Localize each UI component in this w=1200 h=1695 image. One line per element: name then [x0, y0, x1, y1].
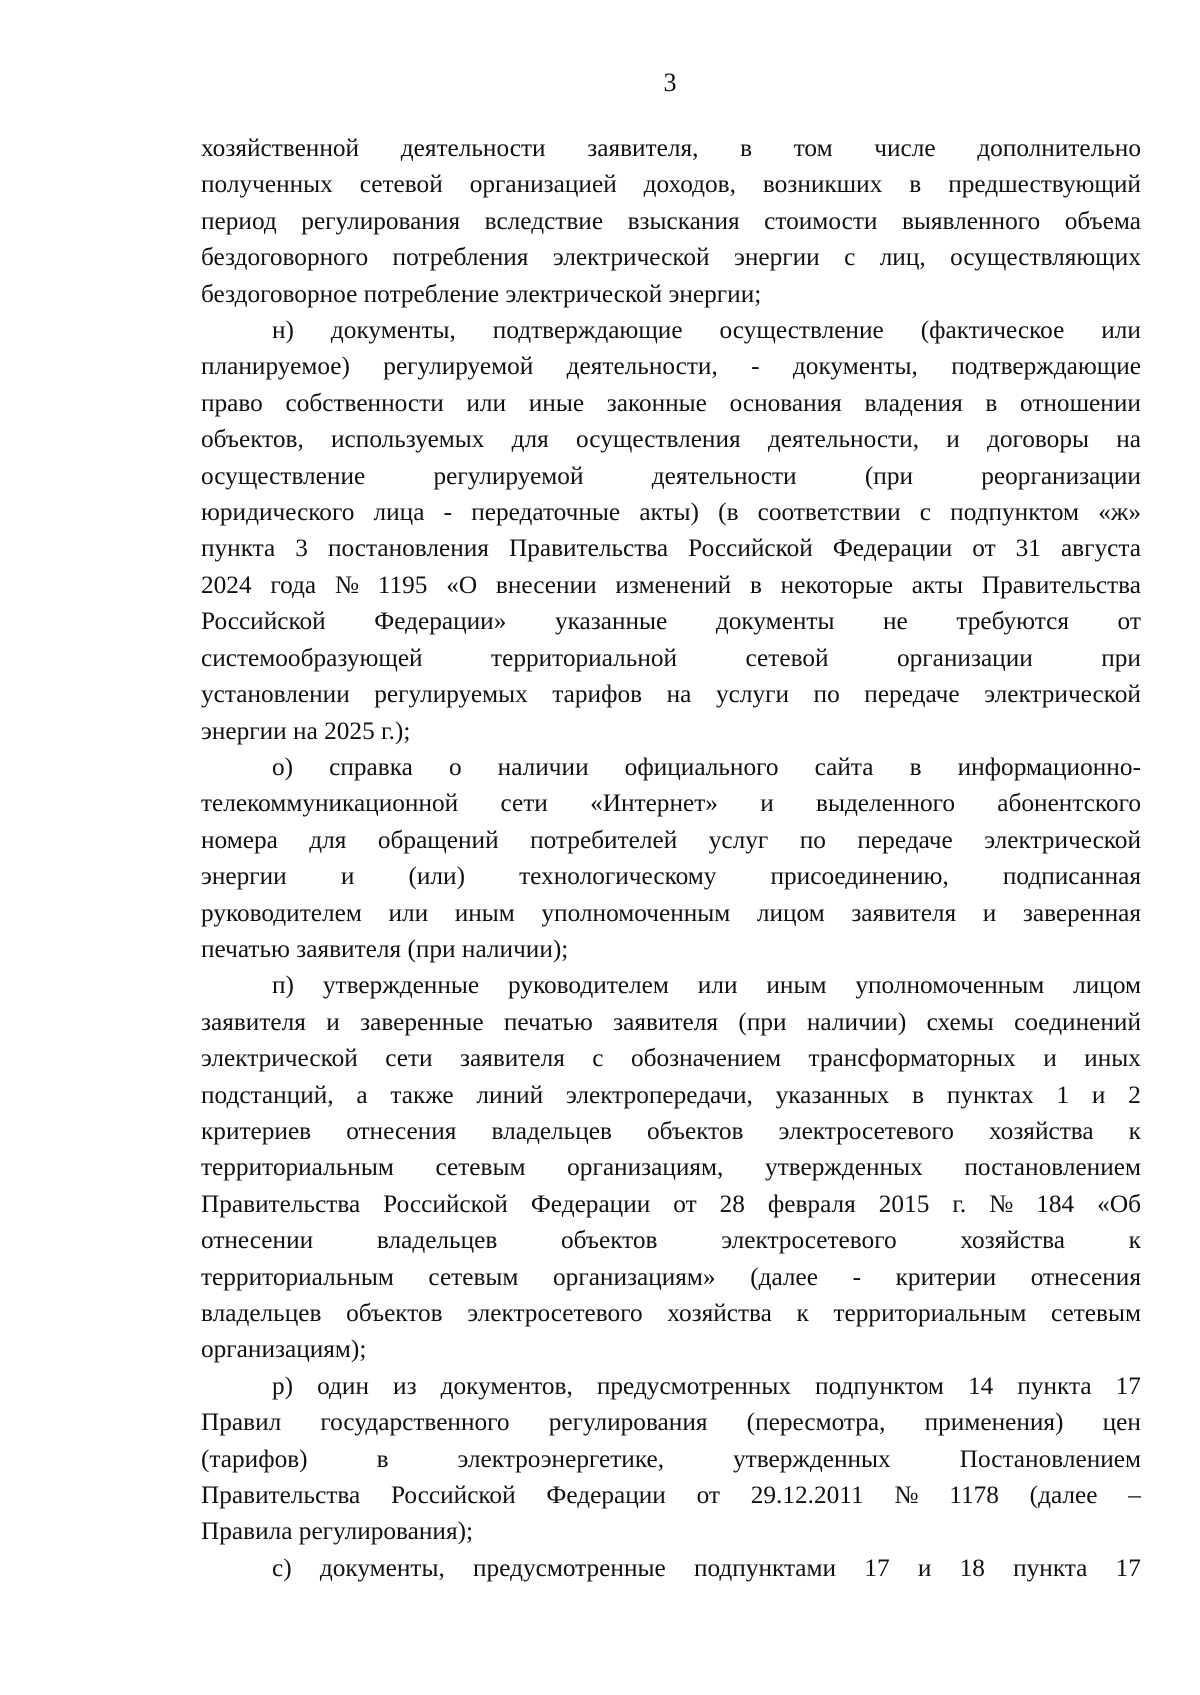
text-line: энергии и (или) технологическому присоединению, подписанная	[201, 862, 1141, 891]
paragraph-n	[201, 312, 1141, 749]
text-line: руководителем или иным уполномоченным лицом заявителя и заверенная	[201, 898, 1141, 927]
text-line: системообразующей территориальной сетевой организации при	[201, 643, 1141, 672]
text-line: номера для обращений потребителей услуг по передаче электрической	[201, 825, 1141, 854]
text-line: бездоговорное потребление электрической энергии;	[201, 279, 762, 308]
text-line: хозяйственной деятельности заявителя, в том числе дополнительно	[201, 134, 1141, 162]
document-body	[201, 130, 1141, 1586]
text-line: Правил государственного регулирования (пересмотра, применения) цен	[201, 1408, 1141, 1437]
paragraph-o	[201, 749, 1141, 967]
text-line: объектов, используемых для осуществления деятельности, и договоры на	[201, 425, 1141, 454]
text-line: юридического лица - передаточные акты) (в соответствии с подпунктом «ж»	[201, 498, 1141, 527]
text-line: заявителя и заверенные печатью заявителя (при наличии) схемы соединений	[201, 1007, 1141, 1036]
text-line: планируемое) регулируемой деятельности, - документы, подтверждающие	[201, 352, 1141, 381]
paragraph-s	[201, 1550, 1141, 1586]
text-line: Правила регулирования);	[201, 1517, 474, 1546]
text-line: п) утвержденные руководителем или иным уполномоченным лицом	[272, 971, 1141, 1000]
text-line: организациям);	[201, 1335, 367, 1364]
text-line: пункта 3 постановления Правительства Российской Федерации от 31 августа	[201, 534, 1141, 563]
text-line: печатью заявителя (при наличии);	[201, 934, 569, 963]
text-line: территориальным сетевым организациям, утвержденных постановлением	[201, 1153, 1141, 1182]
text-line: н) документы, подтверждающие осуществление (фактическое или	[272, 316, 1141, 345]
text-line: период регулирования вследствие взыскания стоимости выявленного объема	[201, 206, 1141, 235]
text-line: владельцев объектов электросетевого хозяйства к территориальным сетевым	[201, 1299, 1141, 1327]
text-line: бездоговорного потребления электрической энергии с лиц, осуществляющих	[201, 243, 1141, 272]
text-line: телекоммуникационной сети «Интернет» и выделенного абонентского	[201, 789, 1141, 818]
text-line: территориальным сетевым организациям» (далее - критерии отнесения	[201, 1262, 1141, 1291]
text-line: 2024 года № 1195 «О внесении изменений в некоторые акты Правительства	[201, 570, 1141, 599]
text-line: полученных сетевой организацией доходов, возникших в предшествующий	[201, 170, 1141, 199]
text-line: подстанций, а также линий электропередачи, указанных в пунктах 1 и 2	[201, 1080, 1141, 1109]
text-line: Правительства Российской Федерации от 29.12.2011 № 1178 (далее –	[201, 1481, 1141, 1510]
paragraph-r	[201, 1368, 1141, 1550]
paragraph-p	[201, 967, 1141, 1367]
text-line: отнесении владельцев объектов электросетевого хозяйства к	[201, 1226, 1141, 1255]
text-line: энергии на 2025 г.);	[201, 716, 411, 745]
paragraph-cont	[201, 130, 1141, 312]
text-line: Правительства Российской Федерации от 28 февраля 2015 г. № 184 «Об	[201, 1189, 1141, 1218]
text-line: электрической сети заявителя с обозначением трансформаторных и иных	[201, 1044, 1141, 1073]
text-line: о) справка о наличии официального сайта в информационно-	[272, 752, 1141, 781]
text-line: осуществление регулируемой деятельности (при реорганизации	[201, 461, 1141, 490]
text-line: установлении регулируемых тарифов на услуги по передаче электрической	[201, 680, 1141, 709]
text-line: право собственности или иные законные основания владения в отношении	[201, 388, 1141, 417]
page-number: 3	[663, 68, 677, 97]
text-line: (тарифов) в электроэнергетике, утвержденных Постановлением	[201, 1444, 1141, 1473]
text-line: р) один из документов, предусмотренных подпунктом 14 пункта 17	[272, 1371, 1141, 1400]
text-line: критериев отнесения владельцев объектов электросетевого хозяйства к	[201, 1116, 1141, 1145]
text-line: Российской Федерации» указанные документы не требуются от	[201, 607, 1141, 636]
text-line: с) документы, предусмотренные подпунктами 17 и 18 пункта 17	[272, 1553, 1141, 1582]
